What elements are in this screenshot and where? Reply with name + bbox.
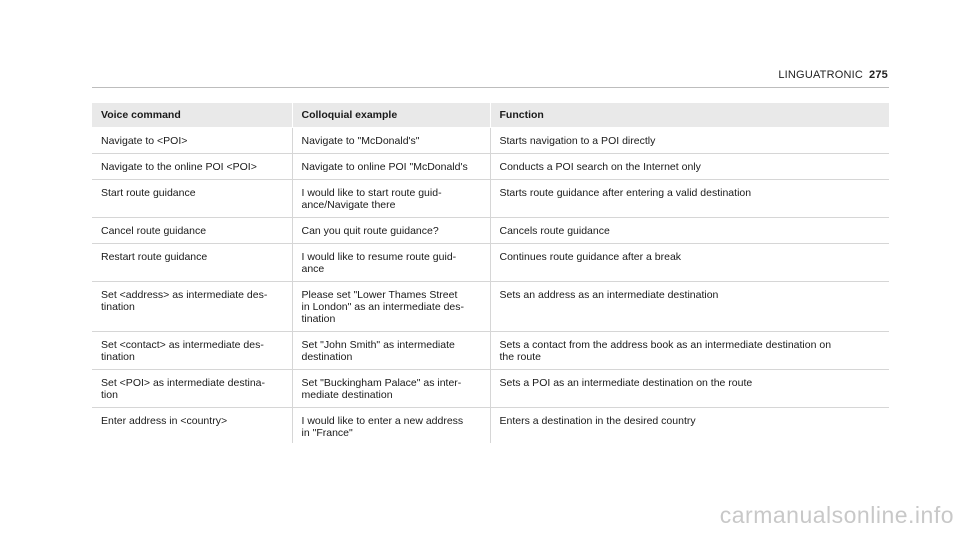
colloquial-example-cell: Please set "Lower Thames Street in London" as an intermediate des- tination bbox=[292, 282, 490, 332]
voice-command-table bbox=[92, 103, 889, 443]
voice-command-cell: Cancel route guidance bbox=[92, 218, 292, 244]
table-header-row bbox=[92, 103, 889, 128]
table-row bbox=[92, 154, 889, 180]
table-row bbox=[92, 408, 889, 444]
column-header: Voice command bbox=[92, 103, 292, 128]
column-header: Colloquial example bbox=[292, 103, 490, 128]
table-row bbox=[92, 180, 889, 218]
colloquial-example-cell: Set "John Smith" as intermediate destination bbox=[292, 332, 490, 370]
table-row bbox=[92, 244, 889, 282]
function-cell: Continues route guidance after a break bbox=[490, 244, 889, 282]
voice-command-cell: Navigate to <POI> bbox=[92, 128, 292, 154]
table-row bbox=[92, 128, 889, 154]
voice-command-cell: Enter address in <country> bbox=[92, 408, 292, 444]
function-cell: Sets a POI as an intermediate destination on the route bbox=[490, 370, 889, 408]
voice-command-cell: Set <POI> as intermediate destina- tion bbox=[92, 370, 292, 408]
function-cell: Enters a destination in the desired country bbox=[490, 408, 889, 444]
voice-command-cell: Start route guidance bbox=[92, 180, 292, 218]
table-row bbox=[92, 218, 889, 244]
function-cell: Sets an address as an intermediate destination bbox=[490, 282, 889, 332]
function-cell: Starts route guidance after entering a valid destination bbox=[490, 180, 889, 218]
section-title: LINGUATRONIC bbox=[778, 69, 864, 81]
voice-command-cell: Navigate to the online POI <POI> bbox=[92, 154, 292, 180]
table-row bbox=[92, 332, 889, 370]
watermark: carmanualsonline.info bbox=[719, 502, 954, 528]
voice-command-cell: Restart route guidance bbox=[92, 244, 292, 282]
colloquial-example-cell: I would like to enter a new address in "France" bbox=[292, 408, 490, 444]
colloquial-example-cell: I would like to start route guid- ance/Navigate there bbox=[292, 180, 490, 218]
page-number: 275 bbox=[869, 69, 888, 81]
page-header bbox=[778, 69, 888, 81]
function-cell: Starts navigation to a POI directly bbox=[490, 128, 889, 154]
colloquial-example-cell: Can you quit route guidance? bbox=[292, 218, 490, 244]
colloquial-example-cell: Navigate to "McDonald's" bbox=[292, 128, 490, 154]
function-cell: Sets a contact from the address book as an intermediate destination on the route bbox=[490, 332, 889, 370]
header-divider bbox=[92, 87, 889, 88]
function-cell: Conducts a POI search on the Internet only bbox=[490, 154, 889, 180]
voice-command-cell: Set <contact> as intermediate des- tination bbox=[92, 332, 292, 370]
table-row bbox=[92, 282, 889, 332]
table-row bbox=[92, 370, 889, 408]
colloquial-example-cell: I would like to resume route guid- ance bbox=[292, 244, 490, 282]
function-cell: Cancels route guidance bbox=[490, 218, 889, 244]
colloquial-example-cell: Set "Buckingham Palace" as inter- mediate destination bbox=[292, 370, 490, 408]
colloquial-example-cell: Navigate to online POI "McDonald's bbox=[292, 154, 490, 180]
voice-command-cell: Set <address> as intermediate des- tination bbox=[92, 282, 292, 332]
column-header: Function bbox=[490, 103, 889, 128]
